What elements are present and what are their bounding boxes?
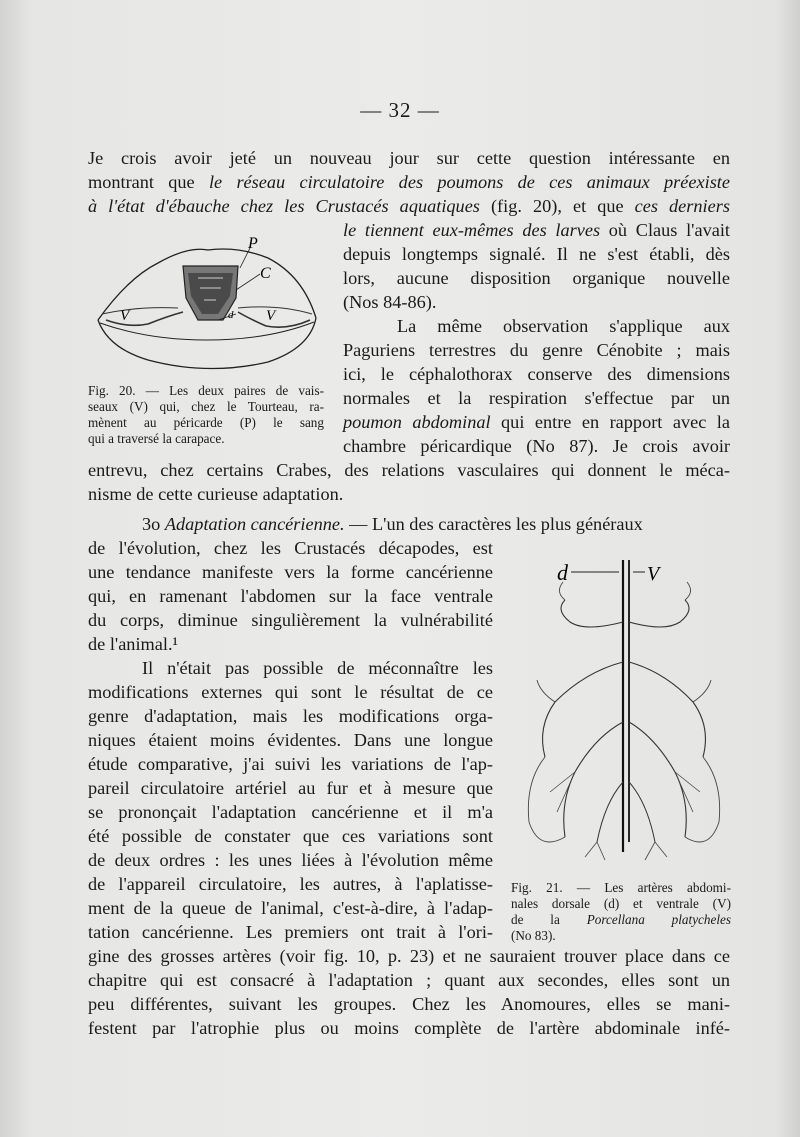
text-line: de deux ordres : les unes liées à l'évolution même	[88, 850, 493, 870]
paragraph-1-top	[88, 146, 730, 218]
text-line: se prononçait l'adaptation cancérienne et il m'a	[88, 802, 493, 822]
paragraph-2-bottom	[88, 458, 730, 506]
text-line: festent par l'atrophie plus ou moins complète de l'artère abdominale infé-	[88, 1018, 730, 1038]
text-line: modifications externes qui sont le résultat de ce	[88, 682, 493, 702]
label-v-left: V	[120, 308, 130, 324]
caption-line: (No 83).	[511, 928, 556, 943]
paragraph-4-bottom	[88, 944, 730, 1040]
text-line: (Nos 84-86).	[343, 292, 437, 312]
label-d: d	[557, 560, 568, 585]
text-line: depuis longtemps signalé. Il ne s'est établi, dès	[343, 244, 730, 264]
text-line: Je crois avoir jeté un nouveau jour sur cette question intéressante en	[88, 148, 730, 168]
text-line: Paguriens terrestres du genre Cénobite ; mais	[343, 340, 730, 360]
text-line: tation cancérienne. Les premiers ont trait à l'ori-	[88, 922, 493, 942]
figure-21-caption	[511, 880, 731, 944]
text-line: de l'animal.¹	[88, 634, 178, 654]
text-line: entrevu, chez certains Crabes, des relations vasculaires qui donnent le méca-	[88, 460, 730, 480]
text-line: du corps, diminue singulièrement la vulnérabilité	[88, 610, 493, 630]
caption-line: qui a traversé la carapace.	[88, 431, 225, 446]
text-line: ment de la queue de l'animal, c'est-à-dire, à l'adap-	[88, 898, 493, 918]
page-number: — 32 —	[360, 98, 440, 122]
text-line: chambre péricardique (No 87). Je crois avoir	[343, 436, 730, 456]
text-line: Il n'était pas possible de méconnaître les	[142, 658, 493, 678]
text-line: ici, le céphalothorax conserve des dimensions	[343, 364, 730, 384]
text-line: poumon abdominal qui entre en rapport avec la	[343, 412, 730, 432]
label-v: V	[647, 563, 660, 585]
caption-line: mènent au péricarde (P) le sang	[88, 415, 324, 430]
figure-20-caption	[88, 383, 324, 447]
text-line: étude comparative, j'ai suivi les variations de l'ap-	[88, 754, 493, 774]
text-line: La même observation s'applique aux	[397, 316, 730, 336]
text-line: normales et la respiration s'effectue par un	[343, 388, 730, 408]
text-line: lors, aucune disposition organique nouvelle	[343, 268, 730, 288]
text-line: montrant que le réseau circulatoire des poumons de ces animaux préexiste	[88, 172, 731, 192]
label-d: d	[228, 309, 234, 321]
text-line: de l'évolution, chez les Crustacés décapodes, est	[88, 538, 493, 558]
text-line: gine des grosses artères (voir fig. 10, p. 23) et ne sauraient trouver place dans ce	[88, 946, 730, 966]
label-p: P	[248, 235, 258, 252]
text-line: peu différentes, suivant les groupes. Chez les Anomoures, elles se mani-	[88, 994, 730, 1014]
text-line: qui, en ramenant l'abdomen sur la face ventrale	[88, 586, 493, 606]
text-line: été possible de constater que ces variations sont	[88, 826, 493, 846]
label-c: C	[260, 265, 271, 282]
text-line: une tendance manifeste vers la forme cancérienne	[88, 562, 493, 582]
caption-line: de la Porcellana platycheles	[511, 912, 731, 927]
text-line: pareil circulatoire artériel au fur et à mesure que	[88, 778, 493, 798]
paragraph-1-right-column	[343, 218, 730, 458]
caption-line: Fig. 20. — Les deux paires de vais-	[88, 383, 324, 398]
text-line: genre d'adaptation, mais les modifications orga-	[88, 706, 493, 726]
text-line: de l'appareil circulatoire, les autres, à l'aplatisse-	[88, 874, 493, 894]
text-line: nisme de cette curieuse adaptation.	[88, 484, 344, 504]
caption-line: nales dorsale (d) et ventrale (V)	[511, 896, 731, 911]
label-v-right: V	[266, 308, 276, 324]
figure-21-arteries-illustration	[515, 552, 730, 872]
text-line: 3o Adaptation cancérienne. — L'un des caractères les plus généraux	[142, 514, 643, 534]
text-line: niques étaient moins évidentes. Dans une longue	[88, 730, 493, 750]
text-line: chapitre qui est consacré à l'adaptation ; quant aux secondes, elles sont un	[88, 970, 730, 990]
text-line: à l'état d'ébauche chez les Crustacés aquatiques (fig. 20), et que ces derniers	[88, 196, 730, 216]
caption-line: Fig. 21. — Les artères abdomi-	[511, 880, 731, 895]
text-line: le tiennent eux-mêmes des larves où Claus l'avait	[343, 220, 730, 240]
caption-line: seaux (V) qui, chez le Tourteau, ra-	[88, 399, 324, 414]
figure-20-crab-illustration	[88, 228, 328, 378]
